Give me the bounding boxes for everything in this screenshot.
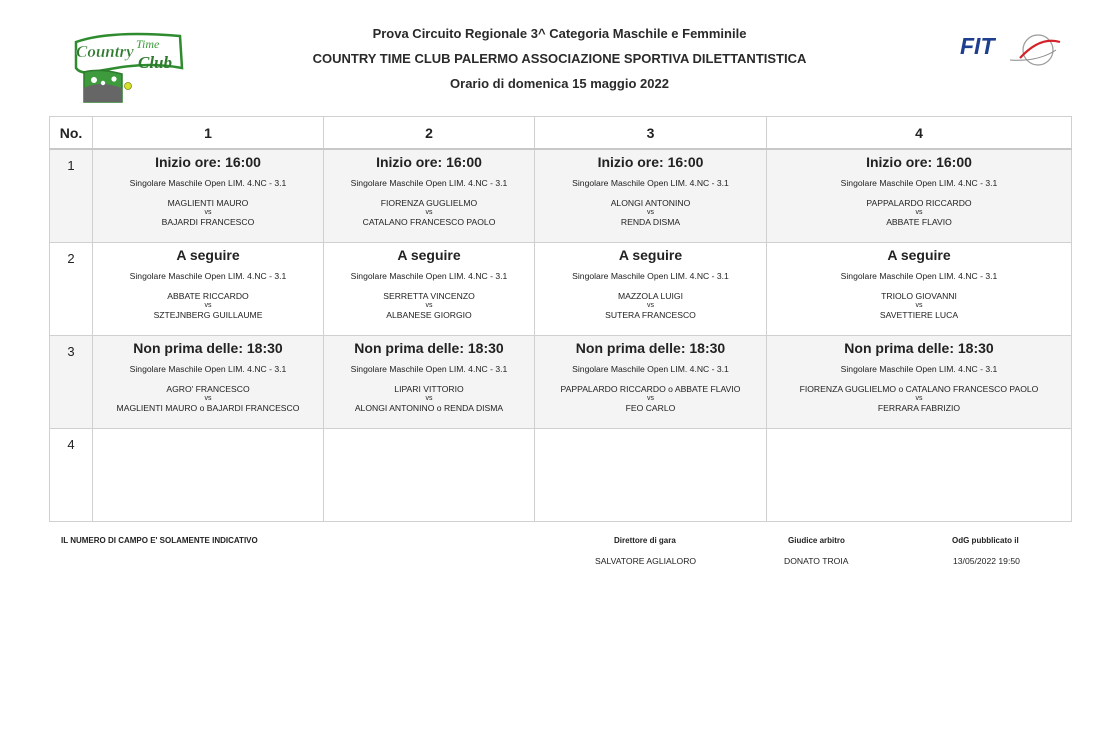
match-time: Inizio ore: 16:00 (866, 154, 972, 170)
player-2: RENDA DISMA (620, 217, 681, 227)
player-1: ABBATE RICCARDO (167, 290, 249, 301)
versus: vs (425, 301, 433, 309)
player-1: PAPPALARDO RICCARDO o ABBATE FLAVIO (560, 383, 741, 394)
match-time: Non prima delle: 18:30 (354, 339, 504, 356)
match-category: Singolare Maschile Open LIM. 4.NC - 3.1 (350, 178, 508, 188)
match-category: Singolare Maschile Open LIM. 4.NC - 3.1 (129, 178, 287, 188)
fit-logo-text: FIT (960, 33, 995, 59)
player-1: LIPARI VITTORIO (394, 383, 464, 394)
player-1: MAGLIENTI MAURO (167, 198, 249, 208)
player-1: FIORENZA GUGLIELMO o CATALANO FRANCESCO PAOLO (799, 383, 1039, 394)
match-cell (93, 242, 324, 335)
match-time: A seguire (397, 246, 461, 263)
match-category: Singolare Maschile Open LIM. 4.NC - 3.1 (572, 363, 729, 374)
director-value: SALVATORE AGLIALORO (595, 556, 697, 566)
player-2: SZTEJNBERG GUILLAUME (153, 309, 263, 320)
match-time: Non prima delle: 18:30 (575, 339, 726, 356)
versus: vs (647, 301, 654, 309)
empty-cell (535, 428, 767, 521)
match-category: Singolare Maschile Open LIM. 4.NC - 3.1 (840, 178, 998, 188)
player-2: ABBATE FLAVIO (886, 217, 952, 227)
match-cell (535, 242, 767, 335)
player-2: ALONGI ANTONINO o RENDA DISMA (354, 402, 504, 413)
versus: vs (647, 394, 654, 402)
header-court-3: 3 (535, 117, 767, 150)
table-row (50, 335, 1072, 428)
player-2: ALBANESE GIORGIO (386, 309, 472, 320)
player-1: FIORENZA GUGLIELMO (380, 198, 478, 208)
table-row (50, 242, 1072, 335)
match-category: Singolare Maschile Open LIM. 4.NC - 3.1 (129, 270, 287, 281)
player-1: AGRO' FRANCESCO (166, 383, 250, 394)
logo-word-club: Club (138, 53, 173, 72)
player-2: CATALANO FRANCESCO PAOLO (362, 217, 496, 227)
match-category: Singolare Maschile Open LIM. 4.NC - 3.1 (350, 363, 508, 374)
player-2: FERRARA FABRIZIO (877, 402, 961, 413)
match-time: A seguire (887, 246, 951, 263)
match-cell (93, 335, 324, 428)
table-row (50, 428, 1072, 521)
player-1: SERRETTA VINCENZO (383, 290, 475, 301)
versus: vs (425, 209, 433, 216)
row-number: 2 (50, 242, 93, 335)
player-1: MAZZOLA LUIGI (618, 290, 683, 301)
event-title: Prova Circuito Regionale 3^ Categoria Maschile e Femminile (372, 26, 747, 41)
row-number: 1 (50, 149, 93, 242)
match-cell (324, 149, 535, 242)
player-2: SUTERA FRANCESCO (605, 309, 696, 320)
match-time: A seguire (618, 246, 683, 263)
match-category: Singolare Maschile Open LIM. 4.NC - 3.1 (840, 270, 998, 281)
match-time: Inizio ore: 16:00 (155, 154, 261, 170)
match-category: Singolare Maschile Open LIM. 4.NC - 3.1 (350, 270, 508, 281)
schedule-table (49, 116, 1072, 522)
versus: vs (915, 209, 923, 216)
versus: vs (915, 301, 923, 309)
table-row (50, 149, 1072, 242)
match-time: Inizio ore: 16:00 (376, 154, 482, 170)
match-cell (767, 149, 1072, 242)
versus: vs (204, 209, 212, 216)
match-cell (535, 335, 767, 428)
player-2: MAGLIENTI MAURO o BAJARDI FRANCESCO (116, 402, 300, 413)
match-category: Singolare Maschile Open LIM. 4.NC - 3.1 (572, 270, 729, 281)
player-1: ALONGI ANTONINO (610, 198, 691, 208)
empty-cell (93, 428, 324, 521)
match-cell (324, 335, 535, 428)
versus: vs (647, 209, 654, 216)
row-number: 3 (50, 335, 93, 428)
referee-value: DONATO TROIA (784, 556, 849, 566)
row-number: 4 (50, 428, 93, 521)
logo-word-country: Country (76, 42, 134, 61)
empty-cell (324, 428, 535, 521)
match-time: A seguire (176, 246, 240, 263)
versus: vs (204, 394, 212, 402)
match-category: Singolare Maschile Open LIM. 4.NC - 3.1 (572, 178, 729, 188)
player-2: SAVETTIERE LUCA (879, 309, 959, 320)
versus: vs (915, 394, 923, 402)
schedule-date: Orario di domenica 15 maggio 2022 (450, 76, 669, 91)
empty-cell (767, 428, 1072, 521)
match-category: Singolare Maschile Open LIM. 4.NC - 3.1 (129, 363, 287, 374)
logo-word-time: Time (136, 37, 160, 51)
match-cell (93, 149, 324, 242)
match-cell (535, 149, 767, 242)
referee-label: Giudice arbitro (788, 536, 845, 545)
club-name: COUNTRY TIME CLUB PALERMO ASSOCIAZIONE SPORTIVA DILETTANTISTICA (312, 51, 807, 66)
header-row (50, 117, 1072, 150)
header-court-4: 4 (767, 117, 1072, 150)
match-time: Non prima delle: 18:30 (133, 339, 283, 356)
published-label: OdG pubblicato il (952, 536, 1019, 545)
match-cell (324, 242, 535, 335)
header-court-2: 2 (324, 117, 535, 150)
match-cell (767, 242, 1072, 335)
header-court-1: 1 (93, 117, 324, 150)
director-label: Direttore di gara (614, 536, 676, 545)
match-time: Non prima delle: 18:30 (844, 339, 994, 356)
match-category: Singolare Maschile Open LIM. 4.NC - 3.1 (840, 363, 998, 374)
versus: vs (425, 394, 433, 402)
player-1: PAPPALARDO RICCARDO (866, 198, 972, 208)
player-2: FEO CARLO (625, 402, 676, 413)
player-2: BAJARDI FRANCESCO (161, 217, 255, 227)
match-cell (767, 335, 1072, 428)
header-no: No. (50, 117, 93, 150)
versus: vs (204, 301, 212, 309)
player-1: TRIOLO GIOVANNI (881, 290, 957, 301)
match-time: Inizio ore: 16:00 (597, 154, 704, 170)
published-value: 13/05/2022 19:50 (953, 556, 1020, 566)
court-note: IL NUMERO DI CAMPO E' SOLAMENTE INDICATIVO (61, 536, 258, 545)
